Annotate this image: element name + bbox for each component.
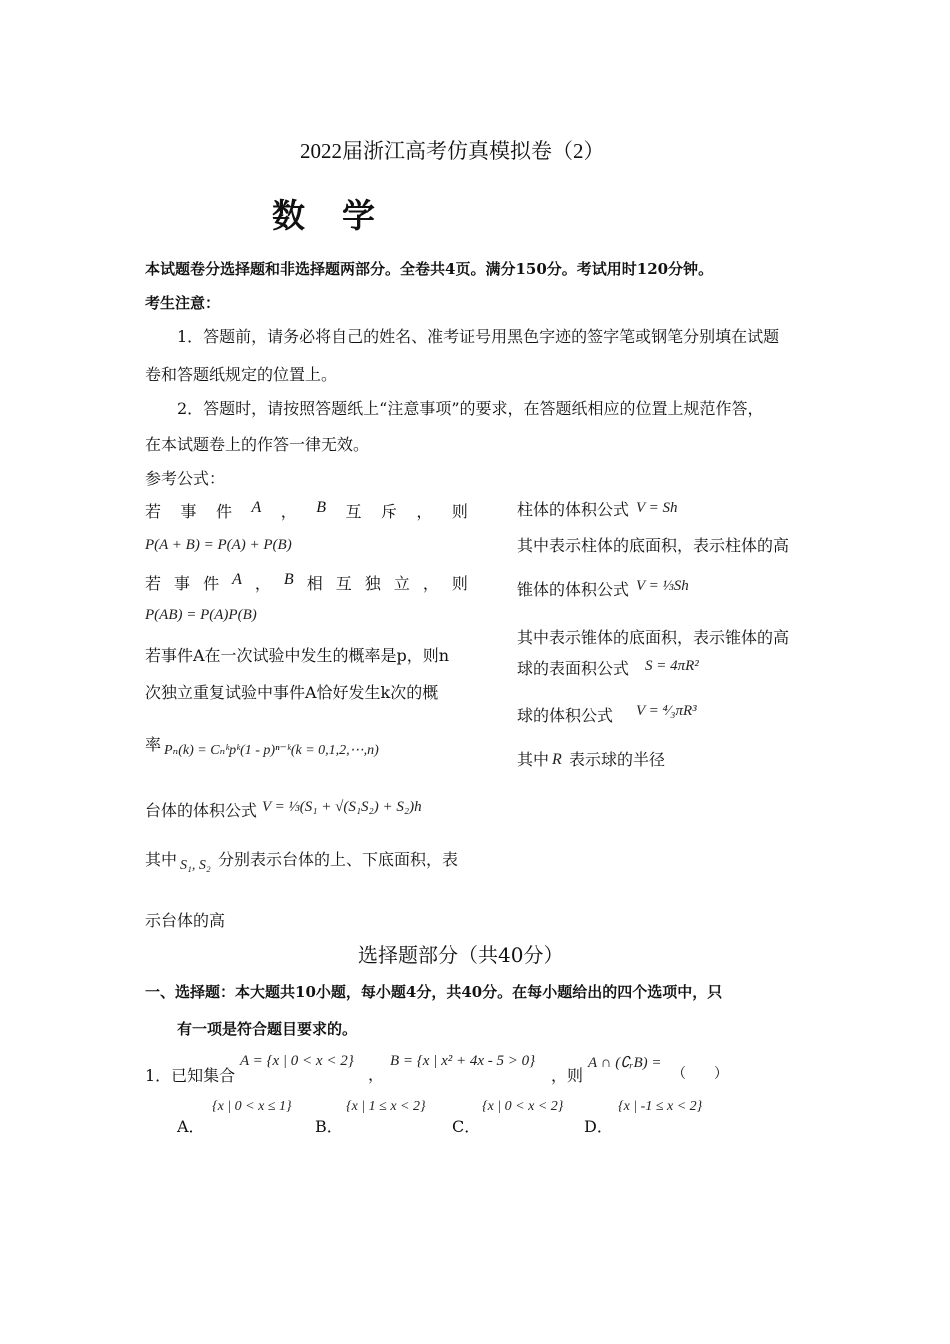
word: 斥 xyxy=(380,502,397,521)
question-1-set-b: B = {x | x² + 4x - 5 > 0} xyxy=(390,1053,536,1069)
section-title: 选择题部分（共40分） xyxy=(358,943,564,967)
formula-sphere-area-prefix: 球的表面积公式 xyxy=(517,659,630,678)
question-1-separator: ， xyxy=(368,1065,385,1084)
formula-s1-s2: S₁, S₂ xyxy=(180,858,211,873)
word: A xyxy=(232,571,242,588)
word: 事 xyxy=(180,502,197,521)
note-2-line-b: 在本试题卷上的作答一律无效。 xyxy=(145,435,370,454)
formula-mutually-exclusive: P(A + B) = P(A) + P(B) xyxy=(145,537,292,553)
formula-left-line-9-prefix: 其中 xyxy=(145,850,178,869)
formula-independent: P(AB) = P(A)P(B) xyxy=(145,607,257,623)
word: B xyxy=(283,571,294,588)
formula-right-line-2: 其中表示柱体的底面积，表示柱体的高 xyxy=(517,536,790,555)
formula-cone-prefix: 锥体的体积公式 xyxy=(517,580,630,599)
section-instructions-b: 有一项是符合题目要求的。 xyxy=(177,1020,358,1038)
word: B xyxy=(316,499,326,516)
word: 则 xyxy=(451,502,468,521)
word: 事 xyxy=(174,574,191,593)
formula-sphere-area: S = 4πR² xyxy=(645,658,699,674)
option-c-value: {x | 0 < x < 2} xyxy=(482,1099,564,1114)
question-1-then: ，则 xyxy=(551,1066,584,1085)
formula-sphere-volume-prefix: 球的体积公式 xyxy=(517,706,614,725)
word: 独 xyxy=(364,574,381,593)
formula-left-line-9-suffix: 分别表示台体的上、下底面积，表 xyxy=(218,850,459,869)
word: 若 xyxy=(145,574,162,593)
option-d-value: {x | -1 ≤ x < 2} xyxy=(618,1099,703,1114)
formula-prism: V = Sh xyxy=(636,500,678,516)
section-instructions-a: 一、选择题：本大题共10小题，每小题4分，共40分。在每小题给出的四个选项中，只 xyxy=(145,983,723,1001)
formula-left-line-6: 次独立重复试验中事件A恰好发生k次的概 xyxy=(145,683,439,702)
word: A xyxy=(251,499,262,516)
formula-frustum-prefix: 台体的体积公式 xyxy=(145,801,258,820)
word: ， xyxy=(422,574,439,593)
formula-frustum: V = ⅓(S₁ + √(S₁S₂) + S₂)h xyxy=(262,799,422,815)
formula-radius-symbol: R xyxy=(552,751,562,768)
formula-cone: V = ⅓Sh xyxy=(636,578,689,594)
option-c-label: C． xyxy=(452,1117,481,1136)
question-1-set-a: A = {x | 0 < x < 2} xyxy=(240,1053,354,1069)
formula-left-line-1 xyxy=(145,499,468,522)
formula-right-line-7-prefix: 其中 xyxy=(517,750,550,769)
option-a-label: A． xyxy=(177,1117,205,1136)
word: 件 xyxy=(215,502,232,521)
option-b-label: B． xyxy=(315,1117,343,1136)
formula-left-line-10: 示台体的高 xyxy=(145,911,226,930)
formula-binomial: Pₙ(k) = Cₙᵏpᵏ(1 - p)ⁿ⁻ᵏ(k = 0,1,2,⋯,n) xyxy=(164,743,379,758)
note-2-line-a: 2．答题时，请按照答题纸上“注意事项”的要求，在答题纸相应的位置上规范作答， xyxy=(177,399,764,418)
subject-title: 数 学 xyxy=(272,196,377,235)
question-1-expression: A ∩ (∁ᵣB) = xyxy=(588,1055,662,1071)
formula-left-line-3 xyxy=(145,571,468,594)
exam-title: 2022届浙江高考仿真模拟卷（2） xyxy=(300,139,605,163)
question-1-stem: 1．已知集合 xyxy=(145,1066,236,1085)
formula-left-line-5: 若事件A在一次试验中发生的概率是p，则n xyxy=(145,646,450,665)
word: 相 xyxy=(306,574,323,593)
formula-sphere-volume: V = ⁴⁄₃πR³ xyxy=(636,703,697,719)
note-1-line-a: 1．答题前，请务必将自己的姓名、准考证号用黑色字迹的签字笔或钢笔分别填在试题 xyxy=(177,327,780,346)
note-1-line-b: 卷和答题纸规定的位置上。 xyxy=(145,365,338,384)
word: 件 xyxy=(203,574,220,593)
reference-formulas-title: 参考公式： xyxy=(145,469,226,488)
formula-binomial-prefix: 率 xyxy=(145,735,162,754)
option-a-value: {x | 0 < x ≤ 1} xyxy=(212,1099,292,1114)
formula-right-line-4: 其中表示锥体的底面积，表示锥体的高 xyxy=(517,628,790,647)
word: 立 xyxy=(393,574,410,593)
formula-prism-prefix: 柱体的体积公式 xyxy=(517,500,630,519)
word: ， xyxy=(280,502,297,521)
word: 则 xyxy=(451,574,468,593)
intro-line: 本试题卷分选择题和非选择题两部分。全卷共4页。满分150分。考试用时120分钟。 xyxy=(145,260,714,278)
word: ， xyxy=(416,502,433,521)
option-b-value: {x | 1 ≤ x < 2} xyxy=(346,1099,426,1114)
word: 若 xyxy=(145,502,162,521)
question-1-answer-blank: （ ） xyxy=(672,1066,728,1082)
formula-right-line-7-suffix: 表示球的半径 xyxy=(569,750,666,769)
option-d-label: D． xyxy=(584,1117,613,1136)
notice-title: 考生注意： xyxy=(145,294,221,312)
word: ， xyxy=(254,574,271,593)
word: 互 xyxy=(345,502,362,521)
word: 互 xyxy=(335,574,352,593)
